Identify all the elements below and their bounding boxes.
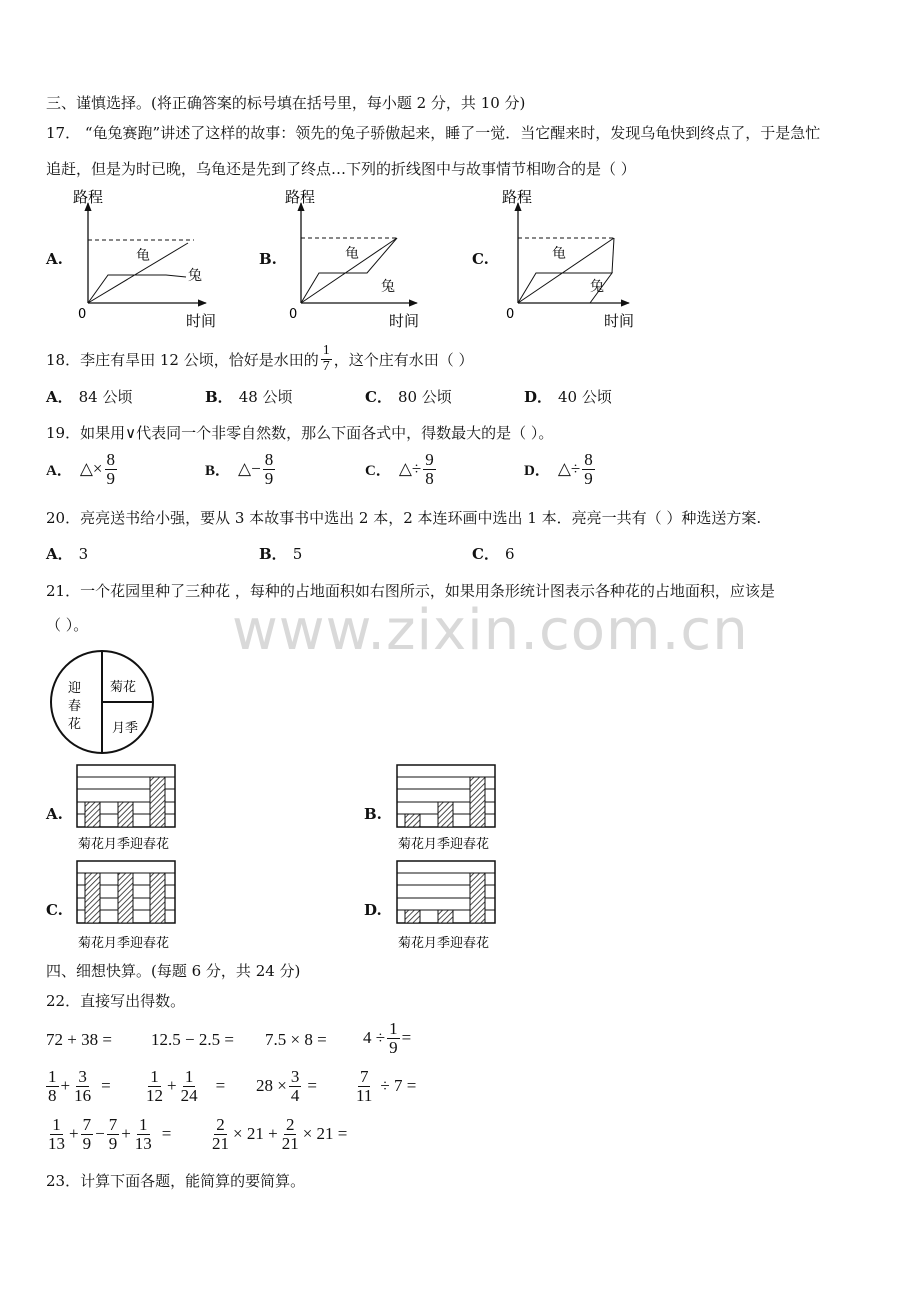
pie-label-left-3: 花 xyxy=(68,717,82,732)
origin-label: 0 xyxy=(289,307,298,322)
q18-stem: 18．李庄有旱田 12 公顷，恰好是水田的 $\frac{1}{7}$ ，这个庄有水田（ ） xyxy=(46,343,474,374)
q20-option-b[interactable]: B． 5 xyxy=(259,545,303,563)
origin-label: 0 xyxy=(78,307,87,322)
q22-r1-e4: 4 ÷ $\frac{1}{9}$ = xyxy=(363,1019,412,1057)
q20-option-a[interactable]: A． 3 xyxy=(46,545,89,563)
q17-option-c-label: C. xyxy=(472,250,489,268)
bar-yueji xyxy=(118,802,133,827)
q19-option-a[interactable]: A． △× $\frac{8}{9}$ xyxy=(46,450,116,488)
q19-option-b[interactable]: B． △− $\frac{8}{9}$ xyxy=(205,450,274,488)
q22-title: 22．直接写出得数。 xyxy=(46,992,186,1010)
q18-option-d[interactable]: D． 40 公顷 xyxy=(524,388,612,406)
q22-r1-e3: 7.5 × 8 = xyxy=(265,1030,327,1049)
q18-option-b[interactable]: B． 48 公顷 xyxy=(205,388,293,406)
q17-line1: 17． “龟兔赛跑”讲述了这样的故事：领先的兔子骄傲起来，睡了一觉．当它醒来时，发现乌龟快到终点了，于是急忙 xyxy=(46,124,821,142)
q19-stem: 19．如果用∨代表同一个非零自然数，那么下面各式中，得数最大的是（ ）。 xyxy=(46,424,554,442)
pie-label-top-right: 菊花 xyxy=(110,680,137,695)
bar-caption: 菊花月季迎春花 xyxy=(78,837,170,852)
rabbit-label: 兔 xyxy=(590,279,604,295)
q22-r2-e3: 28 × $\frac{3}{4}$ = xyxy=(256,1067,317,1105)
q22-r3-e1: $\frac{1}{13}$ + $\frac{7}{9}$ − $\frac{7}{9}$ + $\frac{1}{13}$ = xyxy=(48,1115,172,1153)
q21-bar-chart-c[interactable] xyxy=(76,860,196,952)
q21-bar-chart-a[interactable] xyxy=(76,764,196,854)
q18-option-c[interactable]: C． 80 公顷 xyxy=(365,388,452,406)
pie-label-left-1: 迎 xyxy=(68,681,82,696)
q22-r2-e4: $\frac{7}{11}$ ÷ 7 = xyxy=(356,1067,417,1105)
q22-r2-e2: $\frac{1}{12}$ + $\frac{1}{24}$ = xyxy=(146,1067,226,1105)
bar-yingchunhua xyxy=(150,873,165,923)
q19-option-c[interactable]: C． △÷ $\frac{9}{8}$ xyxy=(365,450,434,488)
origin-label: 0 xyxy=(506,307,515,322)
bar-juhua xyxy=(85,802,100,827)
q21-option-a-label: A. xyxy=(46,805,63,823)
q21-option-b-label: B. xyxy=(364,805,382,823)
q22-r2-e1: $\frac{1}{8}$ + $\frac{3}{16}$ = xyxy=(48,1067,111,1105)
q17-line2: 追赶，但是为时已晚，乌龟还是先到了终点…下列的折线图中与故事情节相吻合的是（ ） xyxy=(46,160,636,178)
q21-pie-chart xyxy=(48,648,158,758)
bar-yueji xyxy=(438,802,453,827)
q17-graph-a xyxy=(66,185,236,335)
bar-yingchunhua xyxy=(470,777,485,827)
bar-yueji xyxy=(118,873,133,923)
q21-option-d-label: D. xyxy=(364,901,382,919)
bar-caption: 菊花月季迎春花 xyxy=(398,936,490,951)
bar-juhua xyxy=(405,814,420,827)
turtle-label: 龟 xyxy=(136,248,150,264)
bar-yingchunhua xyxy=(470,873,485,923)
y-axis-label: 路程 xyxy=(502,188,533,206)
section4-title: 四、细想快算。(每题 6 分，共 24 分) xyxy=(46,962,301,980)
pie-label-left-2: 春 xyxy=(68,699,82,714)
q18-option-a[interactable]: A． 84 公顷 xyxy=(46,388,133,406)
watermark: www.zixin.com.cn xyxy=(232,598,749,663)
x-axis-label: 时间 xyxy=(186,312,217,330)
q22-r1-e2: 12.5 − 2.5 = xyxy=(151,1030,234,1049)
y-axis-label: 路程 xyxy=(73,188,104,206)
q21-bar-chart-b[interactable] xyxy=(396,764,516,854)
q17-option-a-label: A. xyxy=(46,250,63,268)
rabbit-label: 兔 xyxy=(381,279,395,295)
q18-fraction: $\frac{1}{7}$ xyxy=(322,343,330,374)
bar-caption: 菊花月季迎春花 xyxy=(78,936,170,951)
q21-line1: 21．一个花园里种了三种花 ，每种的占地面积如右图所示，如果用条形统计图表示各种花的占地面积，应该是 xyxy=(46,582,775,600)
bar-yueji xyxy=(438,910,453,923)
q21-option-c-label: C. xyxy=(46,901,63,919)
q23-title: 23．计算下面各题，能简算的要简算。 xyxy=(46,1172,306,1190)
bar-juhua xyxy=(85,873,100,923)
turtle-label: 龟 xyxy=(552,246,566,262)
x-axis-label: 时间 xyxy=(604,312,635,330)
rabbit-label: 兔 xyxy=(188,268,202,284)
bar-caption: 菊花月季迎春花 xyxy=(398,837,490,852)
q19-option-d[interactable]: D． △÷ $\frac{8}{9}$ xyxy=(524,450,593,488)
q17-option-b-label: B. xyxy=(259,250,277,268)
q17-graph-b xyxy=(277,185,447,335)
y-axis-label: 路程 xyxy=(285,188,316,206)
q20-stem: 20．亮亮送书给小强，要从 3 本故事书中选出 2 本，2 本连环画中选出 1 本．亮亮一共有（ ）种选送方案. xyxy=(46,509,762,527)
q21-line2: （ ）。 xyxy=(46,616,89,634)
q22-r3-e2: $\frac{2}{21}$ × 21 + $\frac{2}{21}$ × 21 = xyxy=(212,1115,348,1153)
bar-juhua xyxy=(405,910,420,923)
q21-bar-chart-d[interactable] xyxy=(396,860,516,952)
q22-r1-e1: 72 + 38 = xyxy=(46,1030,112,1049)
pie-label-bottom-right: 月季 xyxy=(112,721,139,736)
x-axis-label: 时间 xyxy=(389,312,420,330)
q17-graph-c xyxy=(494,185,664,335)
turtle-label: 龟 xyxy=(345,246,359,262)
q20-option-c[interactable]: C． 6 xyxy=(472,545,515,563)
bar-yingchunhua xyxy=(150,777,165,827)
section3-title: 三、谨慎选择。(将正确答案的标号填在括号里，每小题 2 分，共 10 分) xyxy=(46,94,526,112)
